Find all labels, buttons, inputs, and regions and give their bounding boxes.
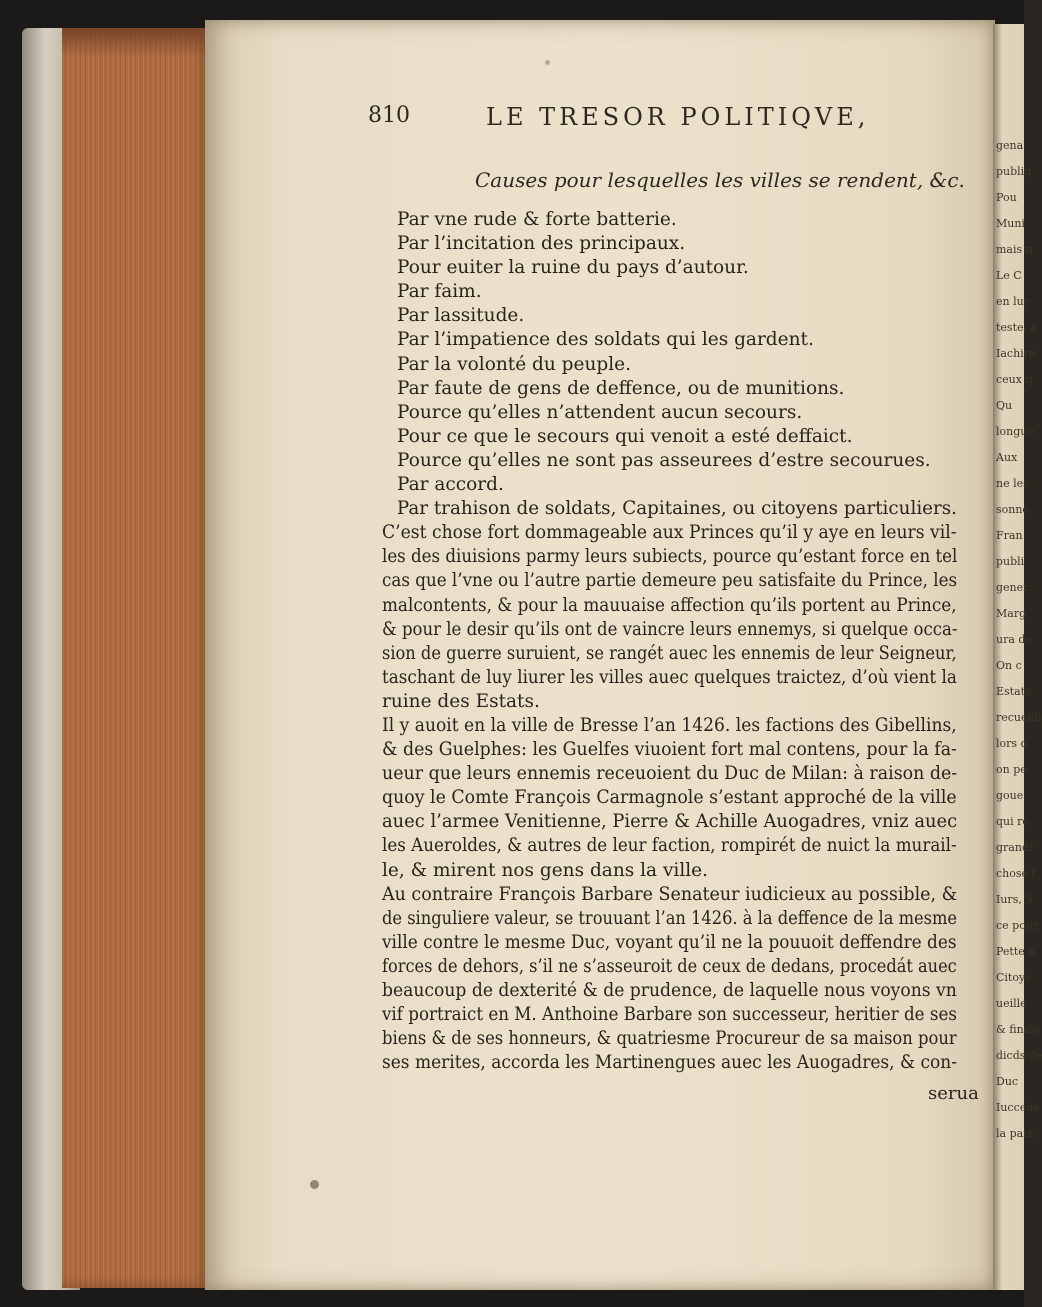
facing-page-fragment: on pe [996, 763, 1027, 776]
facing-page-fragment: Le C [996, 269, 1022, 282]
running-head [368, 103, 888, 137]
facing-page-fragment: On c [996, 659, 1022, 672]
list-item: Par accord. [397, 474, 504, 496]
facing-page-fragment: grandr [996, 841, 1035, 854]
facing-page-fragment: publiq [996, 165, 1032, 178]
facing-page-fragment: gena [996, 139, 1024, 152]
ink-spot [545, 60, 550, 65]
body-line: ville contre le mesme Duc, voyant qu’il ne la pouuoit deffendre des [382, 931, 957, 953]
catchword: serua [928, 1083, 979, 1104]
facing-page-fragment: ce pour [996, 919, 1039, 932]
facing-page-edge [993, 24, 1042, 1290]
facing-page-fragment: Qu [996, 399, 1013, 412]
facing-page-fragment: Pou [996, 191, 1017, 204]
facing-page-fragment: mais n [996, 243, 1033, 256]
running-title: LE TRESOR POLITIQVE, [486, 103, 870, 131]
body-line: & des Guelphes: les Guelfes viuoient fort mal contens, pour la fa- [382, 739, 957, 761]
facing-page-fragment: Iurs, S [996, 893, 1033, 906]
list-item: Par faim. [397, 281, 482, 303]
body-line: forces de dehors, s’il ne s’asseuroit de ceux de dedans, procedát auec [382, 955, 957, 977]
facing-page-fragment: Duc [996, 1075, 1019, 1088]
list-item: Par trahison de soldats, Capitaines, ou citoyens particuliers. [396, 498, 957, 520]
body-line: les Aueroldes, & autres de leur faction, rompirét de nuict la murail- [382, 835, 957, 857]
facing-page-fragment: Estats [996, 685, 1031, 698]
facing-page-fragment: Fran [996, 529, 1023, 542]
facing-page-fragment: la paix, [996, 1127, 1037, 1140]
body-line: auec l’armee Venitienne, Pierre & Achille Auogadres, vniz auec [382, 811, 958, 833]
body-line: quoy le Comte François Carmagnole s’estant approché de la ville [382, 787, 957, 809]
facing-page-fragment: en luy [996, 295, 1030, 308]
facing-page-fragment: Iachire [996, 347, 1036, 360]
body-line: de singuliere valeur, se trouuant l’an 1426. à la deffence de la mesme [382, 907, 958, 929]
list-item: Pour ce que le secours qui venoit a esté deffaict. [397, 425, 853, 447]
ink-spot [310, 1180, 319, 1189]
facing-page-fragment: Muni [996, 217, 1025, 230]
facing-page-fragment: Aux [996, 451, 1018, 464]
facing-page-fragment: & finale [996, 1023, 1041, 1036]
facing-page-fragment: longue [996, 425, 1034, 438]
list-item: Par l’impatience des soldats qui les gardent. [397, 329, 814, 351]
facing-page-fragment: goue [996, 789, 1024, 802]
body-line: C’est chose fort dommageable aux Princes qu’il y aye en leurs vil- [382, 522, 957, 544]
body-line: & pour le desir qu’ils ont de vaincre leurs ennemys, si quelque occa- [382, 618, 958, 640]
list-item: Par vne rude & forte batterie. [397, 209, 677, 230]
facing-page-fragment: recueilli [996, 711, 1042, 724]
list-item: Par la volonté du peuple. [397, 353, 631, 375]
facing-page-fragment: ueille [996, 997, 1027, 1010]
body-line: les des diuisions parmy leurs subiects, pource qu’estant force en tel [382, 546, 958, 568]
section-heading: Causes pour lesquelles les villes se rendent, &c. [475, 168, 965, 192]
list-item: Par faute de gens de deffence, ou de munitions. [397, 377, 845, 399]
facing-page-fragment: dicds de [996, 1049, 1042, 1062]
facing-page-fragment: lors d [996, 737, 1028, 750]
body-line: beaucoup de dexterité & de prudence, de laquelle nous voyons vn [382, 980, 957, 1001]
list-item: Pour euiter la ruine du pays d’autour. [397, 257, 749, 279]
facing-page-fragment: ceux q [996, 373, 1033, 386]
facing-page-fragment: qui re [996, 815, 1029, 828]
page-block-fore-edge [62, 28, 212, 1288]
body-line: vif portraict en M. Anthoine Barbare son successeur, heritier de ses [382, 1004, 957, 1026]
body-line: ruine des Estats. [382, 690, 540, 712]
facing-page-fragment: Citoye [996, 971, 1032, 984]
facing-page-fragment: sonne [996, 503, 1029, 516]
facing-page-fragment: ne les [996, 477, 1029, 490]
body-line: ueur que leurs ennemis receuoient du Duc de Milan: à raison de- [382, 763, 958, 785]
body-line: cas que l’vne ou l’autre partie demeure peu satisfaite du Prince, les [382, 570, 958, 592]
facing-page-fragment: chose l [996, 867, 1036, 880]
facing-page-fragment: Marg [996, 607, 1027, 620]
body-line: taschant de luy liurer les villes auec quelques traictez, d’où vient la [382, 666, 957, 688]
facing-page-fragment: Iuccede [996, 1101, 1040, 1114]
facing-page-fragment: teste, a [996, 321, 1038, 334]
body-line: Au contraire François Barbare Senateur iudicieux au possible, & [382, 883, 958, 905]
body-line: biens & de ses honneurs, & quatriesme Procureur de sa maison pour [382, 1028, 957, 1050]
facing-page-fragment: publi [996, 555, 1025, 568]
list-item: Par lassitude. [397, 305, 525, 327]
body-line: sion de guerre suruient, se rangét auec les ennemis de leur Seigneur, [382, 642, 957, 664]
facing-page-fragment: Pette a [996, 945, 1035, 958]
body-line: ses merites, accorda les Martinengues auec les Auogadres, & con- [382, 1052, 958, 1074]
list-item: Pource qu’elles n’attendent aucun secours. [397, 401, 803, 423]
list-item: Par l’incitation des principaux. [397, 233, 686, 255]
body-line: le, & mirent nos gens dans la ville. [382, 859, 708, 881]
facing-page-fragment: ura de [996, 633, 1032, 646]
list-item: Pource qu’elles ne sont pas asseurees d’estre secourues. [397, 449, 931, 471]
page-number: 810 [368, 103, 410, 128]
body-line: malcontents, & pour la mauuaise affection qu’ils portent au Prince, [382, 594, 957, 616]
facing-page-fragment: gener [996, 581, 1029, 594]
body-line: Il y auoit en la ville de Bresse l’an 1426. les factions des Gibellins, [382, 714, 957, 736]
page-text-block [382, 208, 957, 1075]
